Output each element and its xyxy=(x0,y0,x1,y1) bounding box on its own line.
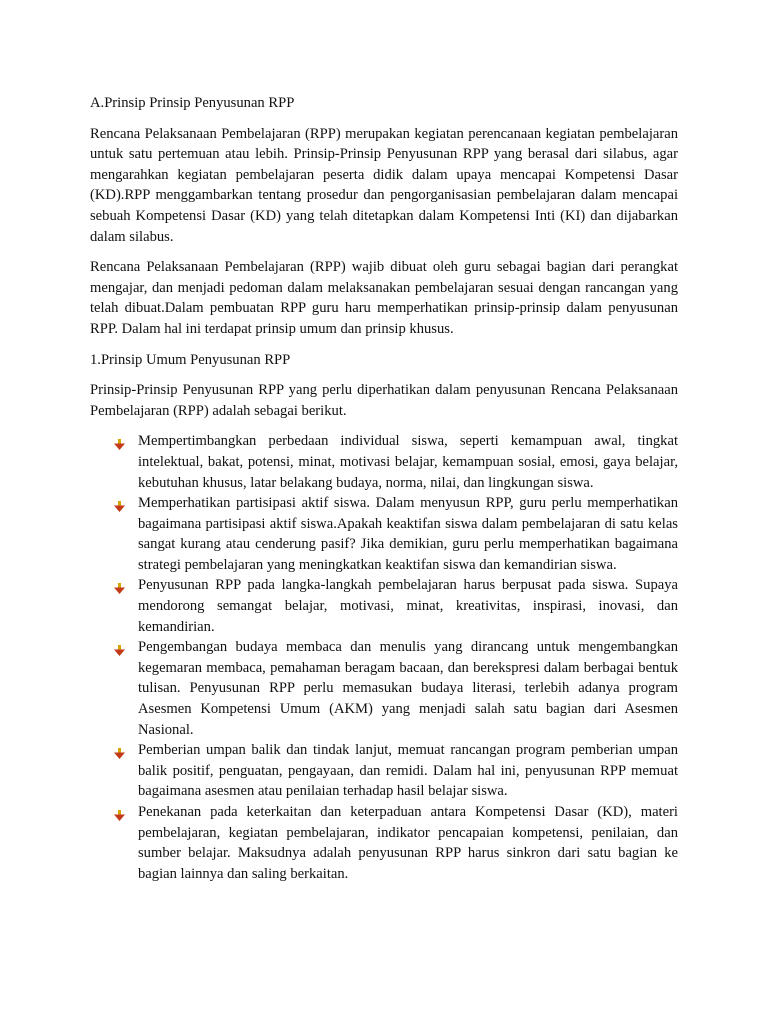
paragraph-3: Prinsip-Prinsip Penyusunan RPP yang perlu diperhatikan dalam penyusunan Rencana Pelaksanaan Pembelajaran (RPP) adalah sebagai berikut. xyxy=(90,382,678,419)
arrow-down-bullet-icon xyxy=(114,807,125,818)
section-heading-1: 1.Prinsip Umum Penyusunan RPP xyxy=(90,351,291,368)
arrow-down-bullet-icon xyxy=(114,580,125,591)
arrow-down-bullet-icon xyxy=(114,498,125,509)
list-item xyxy=(90,740,678,802)
list-item-text: Penyusunan RPP pada langka-langkah pembelajaran harus berpusat pada siswa. Supaya mendorong semangat belajar, motivasi, minat, kreativitas, inspirasi, inovasi, dan kemandirian. xyxy=(138,577,678,635)
arrow-down-bullet-icon xyxy=(114,436,125,447)
list-item-text: Pengembangan budaya membaca dan menulis yang dirancang untuk mengembangkan kegemaran membaca, pemahaman beragam bacaan, dan berekspresi dalam berbagai bentuk tulisan. Penyusunan RPP perlu memasukan budaya literasi, terlebih adanya program Asesmen Kompetensi Umum (AKM) yang menjadi salah satu bagian dari Asesmen Nasional. xyxy=(138,639,678,738)
list-item-text: Mempertimbangkan perbedaan individual siswa, seperti kemampuan awal, tingkat intelektual, bakat, potensi, minat, motivasi belajar, kemampuan sosial, emosi, gaya belajar, kebutuhan khusus, latar belakang budaya, norma, nilai, dan lingkungan siswa. xyxy=(138,433,678,491)
principle-list xyxy=(90,431,678,884)
paragraph-2: Rencana Pelaksanaan Pembelajaran (RPP) wajib dibuat oleh guru sebagai bagian dari perangkat mengajar, dan menjadi pedoman dalam melaksanakan pembelajaran sesuai dengan rancangan yang telah dibuat.Dalam pembuatan RPP guru haru memperhatikan prinsip-prinsip dalam penyusunan RPP. Dalam hal ini terdapat prinsip umum dan prinsip khusus. xyxy=(90,259,678,337)
list-item-text: Penekanan pada keterkaitan dan keterpaduan antara Kompetensi Dasar (KD), materi pembelajaran, kegiatan pembelajaran, indikator pencapaian kompetensi, penilaian, dan sumber belajar. Maksudnya adalah penyusunan RPP harus sinkron dari satu bagian ke bagian lainnya dan saling berkaitan. xyxy=(138,804,678,882)
arrow-down-bullet-icon xyxy=(114,745,125,756)
list-item xyxy=(90,493,678,575)
list-item-text: Pemberian umpan balik dan tindak lanjut, memuat rancangan program pemberian umpan balik positif, penguatan, pengayaan, dan remidi. Dalam hal ini, penyusunan RPP memuat bagaimana asesmen atau penilaian terhadap hasil belajar siswa. xyxy=(138,742,678,800)
list-item xyxy=(90,431,678,493)
section-heading-a: A.Prinsip Prinsip Penyusunan RPP xyxy=(90,95,295,111)
list-item xyxy=(90,575,678,637)
list-item-text: Memperhatikan partisipasi aktif siswa. Dalam menyusun RPP, guru perlu memperhatikan bagaimana partisipasi aktif siswa.Apakah keaktifan siswa dalam pembelajaran di satu kelas sangat kurang atau cenderung pasif? Jika demikian, guru perlu memperhatikan bagaimana strategi pembelajaran yang meningkatkan keaktifan siswa dan kemandirian siswa. xyxy=(138,495,678,573)
paragraph-1: Rencana Pelaksanaan Pembelajaran (RPP) merupakan kegiatan perencanaan kegiatan pembelajaran untuk satu pertemuan atau lebih. Prinsip-Prinsip Penyusunan RPP yang berasal dari silabus, agar mengarahkan kegiatan pembelajaran peserta didik dalam upaya mencapai Kompetensi Dasar (KD).RPP menggambarkan tentang prosedur dan pengorganisasian pembelajaran dalam mencapai sebuah Kompetensi Dasar (KD) yang telah ditetapkan dalam Kompetensi Inti (KI) dan dijabarkan dalam silabus. xyxy=(90,125,678,245)
arrow-down-bullet-icon xyxy=(114,642,125,653)
list-item xyxy=(90,637,678,740)
list-item xyxy=(90,802,678,884)
